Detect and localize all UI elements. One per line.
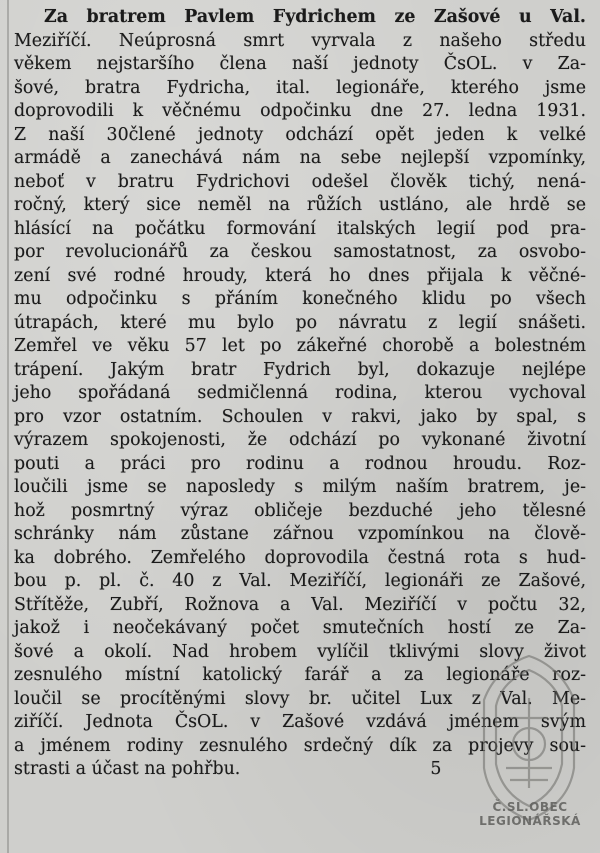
article-line: věkem nejstaršího člena naší jednoty ČsOL. v Za- xyxy=(14,54,586,74)
article-line: por revolucionářů za českou samostatnost, za osvobo- xyxy=(14,242,586,262)
article-line: a jménem rodiny zesnulého srdečný dík za projevy sou- xyxy=(14,735,586,756)
article-line: výrazem spokojenosti, že odchází po vykonané životní xyxy=(14,430,586,450)
article-line: schránky nám zůstane zářnou vzpomínkou na člově- xyxy=(14,524,586,544)
article-line: trápení. Jakým bratr Fydrich byl, dokazuje nejlépe xyxy=(14,359,586,380)
article-line: loučili jsme se naposledy s milým naším bratrem, je- xyxy=(14,477,586,497)
article-line: zení své rodné hroudy, která ho dnes přijala k věčné- xyxy=(14,265,586,286)
column-rule xyxy=(7,0,9,853)
article-line: ročný, který sice neměl na růžích ustláno, ale hrdě se xyxy=(14,195,586,215)
article-line: jeho spořádaná sedmičlenná rodina, kterou vychoval xyxy=(14,383,586,403)
article-line: ka dobrého. Zemřelého doprovodila čestná rota s hud- xyxy=(14,547,586,568)
article-line: strasti a účast na pohřbu. xyxy=(14,759,241,779)
stamp-line-1: Č.SL.OBEC xyxy=(492,800,568,814)
article-line: hlásící na počátku formování italských legií pod pra- xyxy=(14,218,586,239)
article-line: bou p. pl. č. 40 z Val. Meziříčí, legionáři ze Zašové, xyxy=(14,571,586,591)
article-line: Střítěže, Zubří, Rožnova a Val. Meziříčí v počtu 32, xyxy=(14,594,586,615)
article-line: Zemřel ve věku 57 let po zákeřné chorobě a bolestném xyxy=(14,336,586,356)
article-line: neboť v bratru Fydrichovi odešel člověk tichý, nená- xyxy=(14,171,586,192)
article-line: mu odpočinku s přáním konečného klidu po všech xyxy=(14,289,586,309)
article-line: pouti a práci pro rodinu a rodnou hroudu. Roz- xyxy=(14,453,586,474)
article-line: jakož i neočekávaný počet smutečních hostí ze Za- xyxy=(14,618,586,638)
article-line: loučil se procítěnými slovy br. učitel Lux z Val. Me- xyxy=(14,688,586,709)
article-line: šové, bratra Fydricha, ital. legionáře, kterého jsme xyxy=(14,77,586,98)
article-line: Z naší 30člené jednoty odchází opět jeden k velké xyxy=(14,124,586,145)
article-line: hož posmrtný výraz obličeje bezduché jeho tělesné xyxy=(14,500,586,521)
stamp-line-2: LEGIONÁŘSKÁ xyxy=(479,814,581,828)
article-line: doprovodili k věčnému odpočinku dne 27. ledna 1931. xyxy=(14,101,586,121)
article-line: ziříčí. Jednota ČsOL. v Zašové vzdává jménem svým xyxy=(14,712,586,732)
article-line: armádě a zanechává nám na sebe nejlepší vzpomínky, xyxy=(14,148,586,168)
page-number: 5 xyxy=(430,759,442,779)
legion-stamp-text xyxy=(468,800,592,828)
article-line: šové a okolí. Nad hrobem vylíčil tklivými slovy život xyxy=(14,641,586,662)
article-line: pro vzor ostatním. Schoulen v rakvi, jako by spal, s xyxy=(14,406,586,427)
article-headline: Za bratrem Pavlem Fydrichem ze Zašové u Val. xyxy=(44,7,586,27)
article-line: útrapách, které mu bylo po návratu z legií snášeti. xyxy=(14,312,586,333)
article-line: Meziříčí. Neúprosná smrt vyrvala z našeho středu xyxy=(14,30,586,51)
article-line: zesnulého místní katolický farář a za legionáře roz- xyxy=(14,665,586,685)
